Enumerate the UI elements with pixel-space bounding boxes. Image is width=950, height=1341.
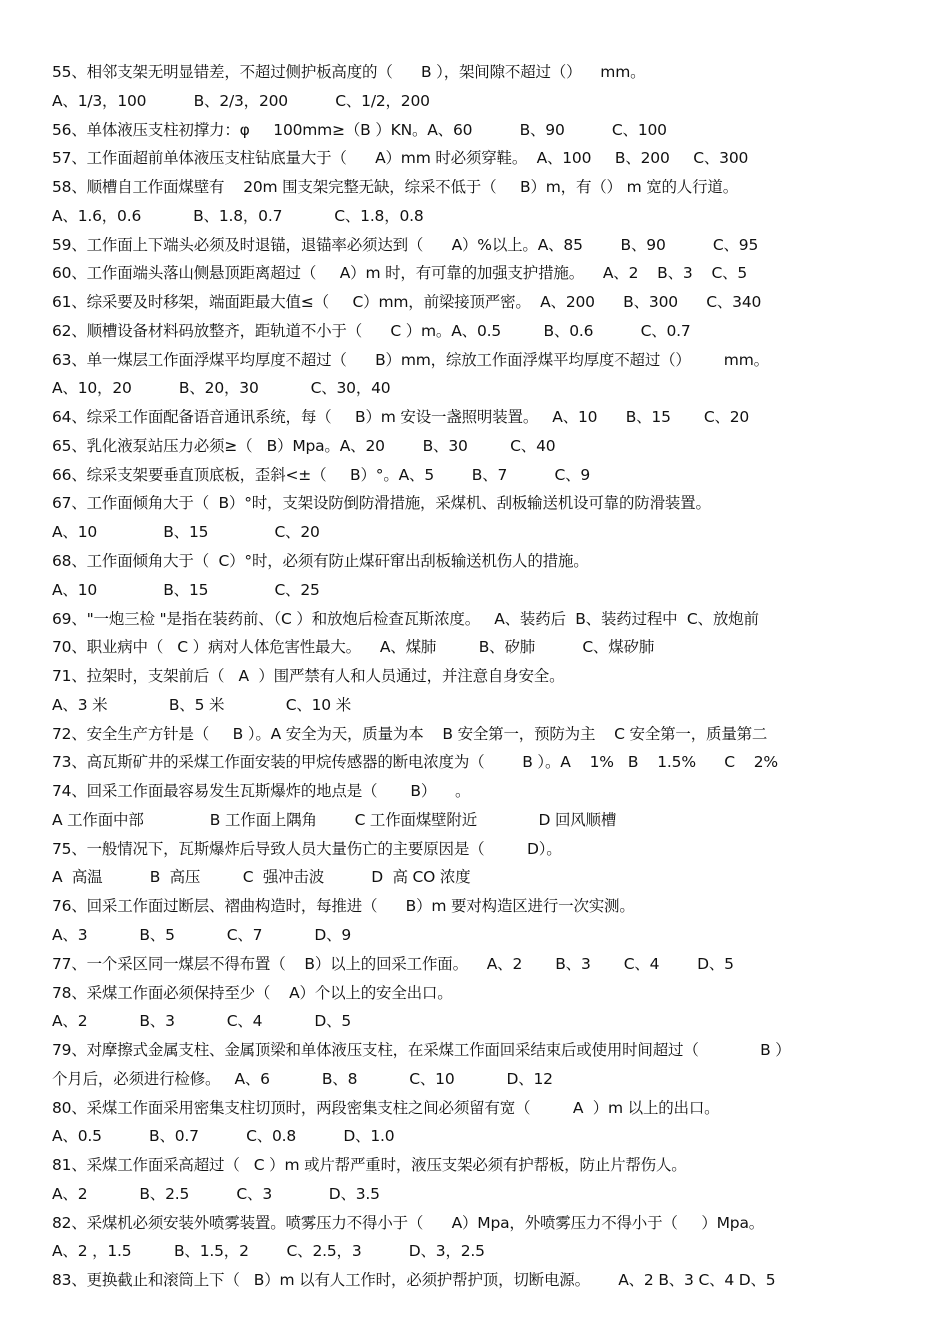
- text-line: 63、单一煤层工作面浮煤平均厚度不超过（ B）mm，综放工作面浮煤平均厚度不超过（） mm。: [52, 350, 769, 369]
- text-line: A、0.5 B、0.7 C、0.8 D、1.0: [52, 1127, 395, 1146]
- text-line: 56、单体液压支柱初撑力：φ 100mm≥（B ）KN。A、60 B、90 C、100: [52, 120, 667, 139]
- text-line: 73、高瓦斯矿井的采煤工作面安装的甲烷传感器的断电浓度为（ B ）。A 1% B 1.5% C 2%: [52, 753, 778, 772]
- text-line: A 工作面中部 B 工作面上隅角 C 工作面煤壁附近 D 回风顺槽: [52, 810, 617, 829]
- text-line: 71、拉架时，支架前后（ A ）围严禁有人和人员通过，并注意自身安全。: [52, 667, 565, 686]
- text-line: 58、顺槽自工作面煤壁有 20m 围支架完整无缺，综采不低于（ B）m，有（） m 宽的人行道。: [52, 178, 739, 197]
- text-line: 59、工作面上下端头必须及时退锚，退锚率必须达到（ A）%以上。A、85 B、90 C、95: [52, 235, 759, 254]
- text-line: 76、回采工作面过断层、褶曲构造时，每推进（ B）m 要对构造区进行一次实测。: [52, 897, 635, 916]
- text-line: 75、一般情况下，瓦斯爆炸后导致人员大量伤亡的主要原因是（ D）。: [52, 839, 562, 858]
- text-line: A、1.6，0.6 B、1.8，0.7 C、1.8，0.8: [52, 206, 424, 225]
- text-line: 60、工作面端头落山侧悬顶距离超过（ A）m 时，有可靠的加强支护措施。 A、2 B、3 C、5: [52, 264, 748, 283]
- text-line: 79、对摩擦式金属支柱、金属顶梁和单体液压支柱，在采煤工作面回采结束后或使用时间超过（ B ）: [52, 1041, 791, 1060]
- text-line: A 高温 B 高压 C 强冲击波 D 高 CO 浓度: [52, 868, 471, 887]
- text-line: 64、综采工作面配备语音通讯系统，每（ B）m 安设一盏照明装置。 A、10 B、15 C、20: [52, 408, 750, 427]
- text-line: 70、职业病中（ C ）病对人体危害性最大。 A、煤肺 B、矽肺 C、煤矽肺: [52, 638, 655, 657]
- text-line: A、2 B、3 C、4 D、5: [52, 1012, 352, 1031]
- text-line: A、10 B、15 C、25: [52, 580, 320, 599]
- text-line: 66、综采支架要垂直顶底板，歪斜<±（ B）°。A、5 B、7 C、9: [52, 465, 591, 484]
- text-line: 78、采煤工作面必须保持至少（ A）个以上的安全出口。: [52, 983, 453, 1002]
- text-line: 55、相邻支架无明显错差，不超过侧护板高度的（ B ），架间隙不超过（） mm。: [52, 63, 646, 81]
- text-line: 74、回采工作面最容易发生瓦斯爆炸的地点是（ B） 。: [52, 782, 471, 801]
- text-line: 61、综采要及时移架，端面距最大值≤（ C）mm，前梁接顶严密。 A、200 B、300 C、340: [52, 293, 762, 312]
- text-line: A、1/3，100 B、2/3，200 C、1/2，200: [52, 91, 430, 110]
- text-line: 个月后，必须进行检修。 A、6 B、8 C、10 D、12: [52, 1069, 553, 1088]
- text-line: 81、采煤工作面采高超过（ C ）m 或片帮严重时，液压支架必须有护帮板，防止片帮伤人。: [52, 1156, 687, 1175]
- text-line: A、10 B、15 C、20: [52, 523, 320, 542]
- text-line: A、10，20 B、20，30 C、30，40: [52, 379, 391, 398]
- text-line: 68、工作面倾角大于（ C）°时，必须有防止煤矸窜出刮板输送机伤人的措施。: [52, 552, 589, 571]
- text-line: 77、一个采区同一煤层不得布置（ B）以上的回采工作面。 A、2 B、3 C、4 D、5: [52, 954, 734, 973]
- text-line: A、3 米 B、5 米 C、10 米: [52, 695, 351, 714]
- text-line: A、3 B、5 C、7 D、9: [52, 925, 352, 944]
- text-line: 80、采煤工作面采用密集支柱切顶时，两段密集支柱之间必须留有宽（ A ）m 以上的出口。: [52, 1098, 720, 1117]
- text-line: 83、更换截止和滚筒上下（ B）m 以有人工作时，必须护帮护顶，切断电源。 A、2 B、3 C、4 D、5: [52, 1271, 776, 1290]
- text-line: A、2 ，1.5 B、1.5，2 C、2.5，3 D、3，2.5: [52, 1242, 485, 1261]
- question-list: [52, 58, 912, 1295]
- text-line: A、2 B、2.5 C、3 D、3.5: [52, 1184, 380, 1203]
- text-line: 57、工作面超前单体液压支柱钻底量大于（ A）mm 时必须穿鞋。 A、100 B、200 C、300: [52, 149, 749, 168]
- text-line: 62、顺槽设备材料码放整齐，距轨道不小于（ C ）m。A、0.5 B、0.6 C、0.7: [52, 321, 691, 340]
- text-line: 82、采煤机必须安装外喷雾装置。喷雾压力不得小于（ A）Mpa，外喷雾压力不得小于（ ）Mpa。: [52, 1213, 765, 1232]
- text-line: 65、乳化液泵站压力必须≥（ B）Mpa。A、20 B、30 C、40: [52, 436, 556, 455]
- text-line: 67、工作面倾角大于（ B）°时，支架设防倒防滑措施，采煤机、刮板输送机设可靠的防滑装置。: [52, 494, 711, 513]
- text-line: 69、"一炮三检 "是指在装药前、（C ）和放炮后检查瓦斯浓度。 A、装药后 B、装药过程中 C、放炮前: [52, 609, 759, 628]
- text-line: 72、安全生产方针是（ B ）。A 安全为天，质量为本 B 安全第一，预防为主 C 安全第一，质量第二: [52, 724, 768, 743]
